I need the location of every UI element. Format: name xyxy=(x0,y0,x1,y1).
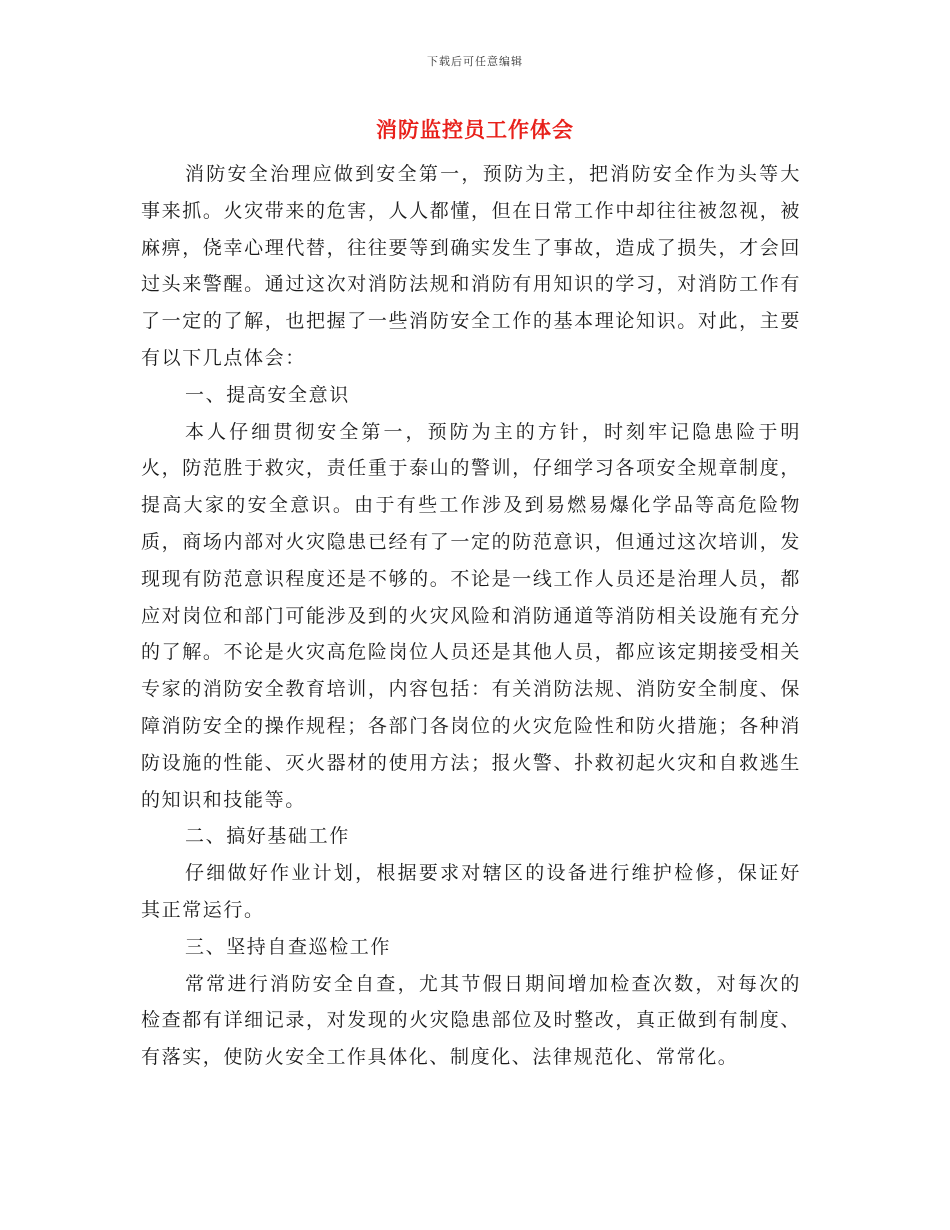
section-2-paragraph: 仔细做好作业计划，根据要求对辖区的设备进行维护检修，保证好其正常运行。 xyxy=(141,862,801,921)
intro-paragraph: 消防安全治理应做到安全第一，预防为主，把消防安全作为头等大事来抓。火灾带来的危害，人人都懂，但在日常工作中却往往被忽视，被麻痹，侥幸心理代替，往往要等到确实发生了事故，造成了损失，才会回过头来警醒。通过这次对消防法规和消防有用知识的学习，对消防工作有了一定的了解，也把握了一些消防安全工作的基本理论知识。对此，主要有以下几点体会： xyxy=(141,163,801,369)
section-1-paragraph: 本人仔细贯彻安全第一，预防为主的方针，时刻牢记隐患险于明火，防范胜于救灾，责任重于泰山的警训，仔细学习各项安全规章制度，提高大家的安全意识。由于有些工作涉及到易燃易爆化学品等高危险物质，商场内部对火灾隐患已经有了一定的防范意识，但通过这次培训，发现现有防范意识程度还是不够的。不论是一线工作人员还是治理人员，都应对岗位和部门可能涉及到的火灾风险和消防通道等消防相关设施有充分的了解。不论是火灾高危险岗位人员还是其他人员，都应该定期接受相关专家的消防安全教育培训，内容包括：有关消防法规、消防安全制度、保障消防安全的操作规程；各部门各岗位的火灾危险性和防火措施；各种消防设施的性能、灭火器材的使用方法；报火警、扑救初起火灾和自救逃生的知识和技能等。 xyxy=(141,420,801,811)
document-title: 消防监控员工作体会 xyxy=(376,117,574,142)
section-heading-1: 一、提高安全意识 xyxy=(185,383,350,406)
section-heading-2: 二、搞好基础工作 xyxy=(185,825,350,848)
header-note: 下载后可任意编辑 xyxy=(427,55,523,68)
section-3-paragraph: 常常进行消防安全自查，尤其节假日期间增加检查次数，对每次的检查都有详细记录，对发现的火灾隐患部位及时整改，真正做到有制度、有落实，使防火安全工作具体化、制度化、法律规范化、常常化。 xyxy=(141,972,801,1069)
section-heading-3: 三、坚持自查巡检工作 xyxy=(185,935,392,958)
document-body xyxy=(141,156,801,1076)
